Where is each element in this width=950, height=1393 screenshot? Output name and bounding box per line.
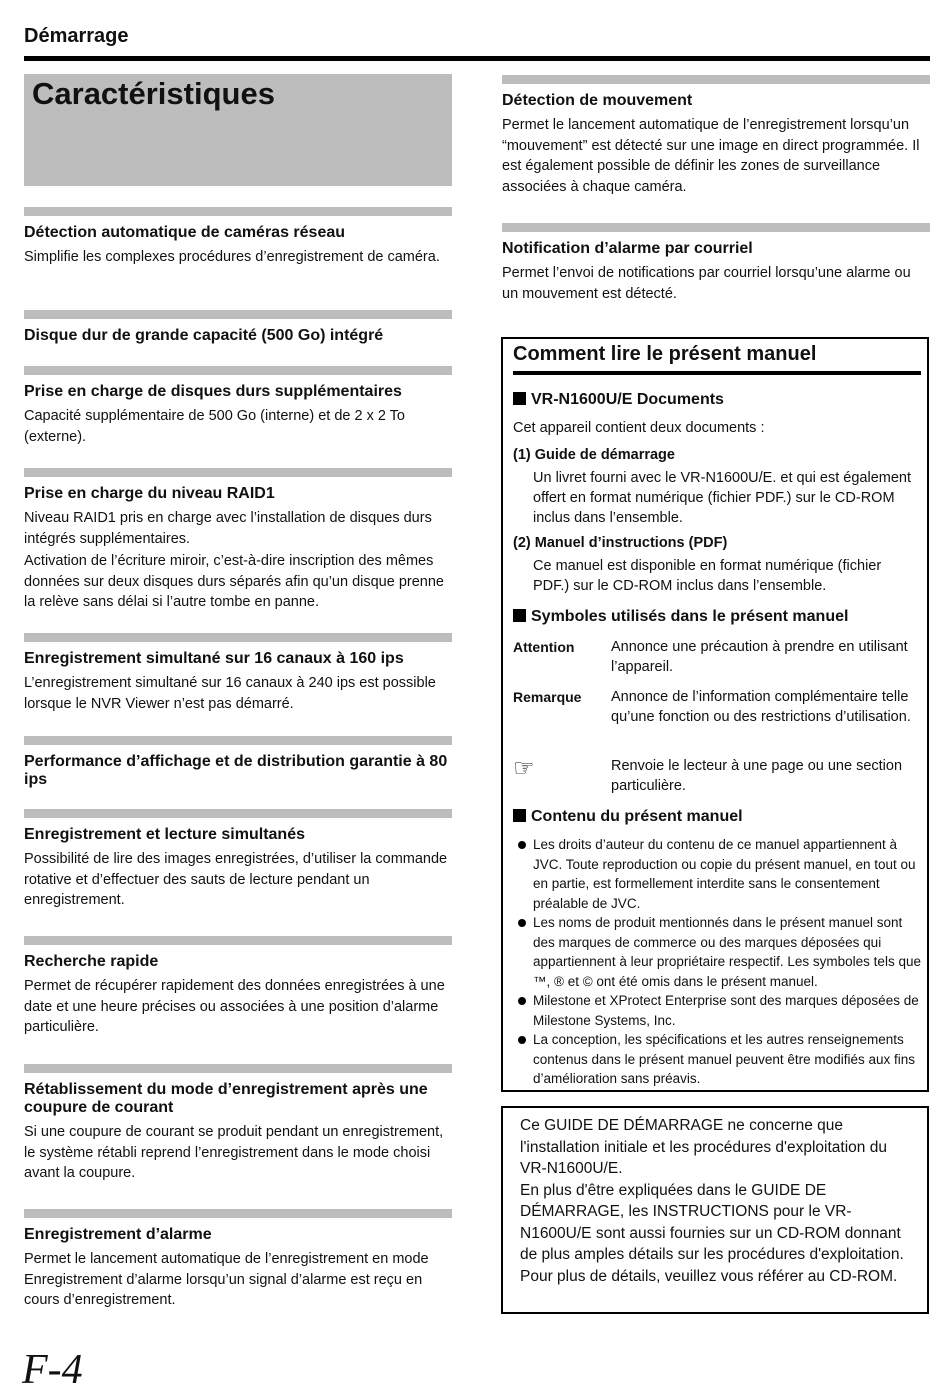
- symbols-heading: Symboles utilisés dans le présent manuel: [513, 607, 848, 627]
- section-bar: [502, 75, 930, 84]
- note-text: En plus d'être expliquées dans le GUIDE DE DÉMARRAGE, les INSTRUCTIONS pour le VR-N1600U/E sont aussi fournies sur un CD-ROM donnant de plus amples détails sur les procédures d'exploitation. Pour plus de détails, veuillez vous référer au CD-ROM.: [520, 1181, 904, 1285]
- list-item: Les droits d’auteur du contenu de ce manuel appartiennent à JVC. Toute reproduction ou copie du présent manuel, en tout ou en partie, est formellement interdite sans le consentement préalable de JVC.: [513, 835, 921, 913]
- doc1-title: (1) Guide de démarrage: [513, 447, 675, 463]
- section-bar: [24, 809, 452, 818]
- manual-guide-box: [501, 337, 929, 1092]
- contents-heading: Contenu du présent manuel: [513, 807, 743, 827]
- square-bullet-icon: [513, 809, 526, 822]
- feature-text: Permet le lancement automatique de l’enregistrement en mode Enregistrement d’alarme lorsqu’un signal d’alarme est reçu en cours d’enregistrement.: [24, 1251, 429, 1308]
- symbol-label-attention: Attention: [513, 639, 575, 655]
- manual-box-rule: [513, 371, 921, 375]
- section-bar: [24, 366, 452, 375]
- symbol-text-remarque: Annonce de l’information complémentaire telle qu’une fonction ou des restrictions d’utilisation.: [611, 689, 911, 725]
- feature-heading: Enregistrement d’alarme: [24, 1226, 212, 1243]
- feature-heading: Prise en charge du niveau RAID1: [24, 485, 275, 502]
- feature-section: [502, 223, 930, 304]
- feature-heading: Enregistrement simultané sur 16 canaux à 160 ips: [24, 650, 404, 667]
- page-title: Caractéristiques: [32, 76, 275, 111]
- feature-heading: Performance d’affichage et de distribution garantie à 80 ips: [24, 753, 448, 788]
- feature-text: Simplifie les complexes procédures d’enregistrement de caméra.: [24, 249, 440, 265]
- feature-heading: Notification d’alarme par courriel: [502, 240, 753, 257]
- section-bar: [24, 207, 452, 216]
- doc2-text: Ce manuel est disponible en format numérique (fichier PDF.) sur le CD-ROM inclus dans l’ensemble.: [533, 558, 882, 594]
- feature-heading: Prise en charge de disques durs supplémentaires: [24, 383, 402, 400]
- feature-text: Possibilité de lire des images enregistrées, d’utiliser la commande rotative et d’effectuer des sauts de lecture pendant un enregistrement.: [24, 851, 448, 908]
- feature-section: [24, 468, 452, 613]
- doc2-title: (2) Manuel d’instructions (PDF): [513, 535, 728, 551]
- doc1-text: Un livret fourni avec le VR-N1600U/E. et qui est également offert en format numérique (fichier PDF.) sur le CD-ROM inclus dans l’ensemble.: [533, 470, 911, 526]
- symbol-text-attention: Annonce une précaution à prendre en utilisant l’appareil.: [611, 639, 908, 675]
- page-number: F-4: [22, 1347, 83, 1393]
- section-bar: [24, 633, 452, 642]
- square-bullet-icon: [513, 609, 526, 622]
- section-bar: [502, 223, 930, 232]
- documents-intro: Cet appareil contient deux documents :: [513, 420, 765, 436]
- feature-section: [24, 207, 452, 268]
- feature-text: L’enregistrement simultané sur 16 canaux à 240 ips est possible lorsque le NVR Viewer n’est pas démarré.: [24, 675, 436, 712]
- feature-section: [24, 366, 452, 447]
- feature-text: Permet de récupérer rapidement des données enregistrées à une date et une heure précises ou associées à une position d’alarme particulière.: [24, 978, 445, 1035]
- feature-text: Permet l’envoi de notifications par courriel lorsqu’une alarme ou un mouvement est détecté.: [502, 265, 911, 302]
- start-guide-note-box: [501, 1106, 929, 1314]
- section-bar: [24, 736, 452, 745]
- list-item: Milestone et XProtect Enterprise sont des marques déposées de Milestone Systems, Inc.: [513, 991, 921, 1030]
- section-bar: [24, 1064, 452, 1073]
- feature-heading: Détection automatique de caméras réseau: [24, 224, 346, 241]
- section-bar: [24, 468, 452, 477]
- symbol-text-reference: Renvoie le lecteur à une page ou une section particulière.: [611, 758, 903, 794]
- section-bar: [24, 1209, 452, 1218]
- feature-heading: Enregistrement et lecture simultanés: [24, 826, 305, 843]
- feature-section: [24, 1064, 452, 1184]
- list-item: La conception, les spécifications et les autres renseignements contenus dans le présent manuel peuvent être modifiés aux fins d’amélioration sans préavis.: [513, 1030, 921, 1089]
- manual-box-title: Comment lire le présent manuel: [513, 343, 817, 365]
- feature-heading: Recherche rapide: [24, 953, 159, 970]
- section-header-title: Démarrage: [24, 25, 129, 47]
- feature-section: [24, 1209, 452, 1311]
- feature-section: [24, 736, 452, 789]
- header-rule: [24, 56, 930, 61]
- feature-text: Activation de l’écriture miroir, c’est-à-dire inscription des mêmes données sur deux disques durs séparés afin qu’un disque prenne la relève sans délai si l’autre tombe en panne.: [24, 553, 444, 610]
- feature-text: Permet le lancement automatique de l’enregistrement lorsqu’un “mouvement” est détecté sur une image en direct programmée. Il est également possible de définir les zones de surveillance associées à chaque caméra.: [502, 117, 920, 195]
- pointing-hand-icon: ☞: [513, 755, 535, 782]
- feature-text: Capacité supplémentaire de 500 Go (interne) et de 2 x 2 To (externe).: [24, 408, 405, 445]
- feature-text: Niveau RAID1 pris en charge avec l’installation de disques durs intégrés supplémentaires.: [24, 510, 432, 547]
- feature-section: [24, 936, 452, 1038]
- section-bar: [24, 310, 452, 319]
- feature-section: [24, 809, 452, 911]
- feature-section: [24, 633, 452, 714]
- contents-bullet-list: [513, 835, 921, 1089]
- list-item: Les noms de produit mentionnés dans le présent manuel sont des marques de commerce ou des marques déposées qui appartiennent à leur propriétaire respectif. Les symboles tels que ™, ® et © ont été omis dans le présent manuel.: [513, 913, 921, 991]
- page-title-box: [24, 74, 452, 186]
- feature-text: Si une coupure de courant se produit pendant un enregistrement, le système rétabli reprend l’enregistrement dans le mode choisi avant la coupure.: [24, 1124, 444, 1181]
- note-text: Ce GUIDE DE DÉMARRAGE ne concerne que l'installation initiale et les procédures d'exploitation du VR-N1600U/E.: [520, 1117, 887, 1177]
- square-bullet-icon: [513, 392, 526, 405]
- feature-heading: Disque dur de grande capacité (500 Go) intégré: [24, 327, 384, 344]
- documents-heading: VR-N1600U/E Documents: [513, 390, 724, 410]
- symbol-label-remarque: Remarque: [513, 689, 582, 705]
- section-bar: [24, 936, 452, 945]
- feature-heading: Détection de mouvement: [502, 92, 693, 109]
- feature-heading: Rétablissement du mode d’enregistrement après une coupure de courant: [24, 1081, 428, 1116]
- feature-section: [24, 310, 452, 345]
- feature-section: [502, 75, 930, 197]
